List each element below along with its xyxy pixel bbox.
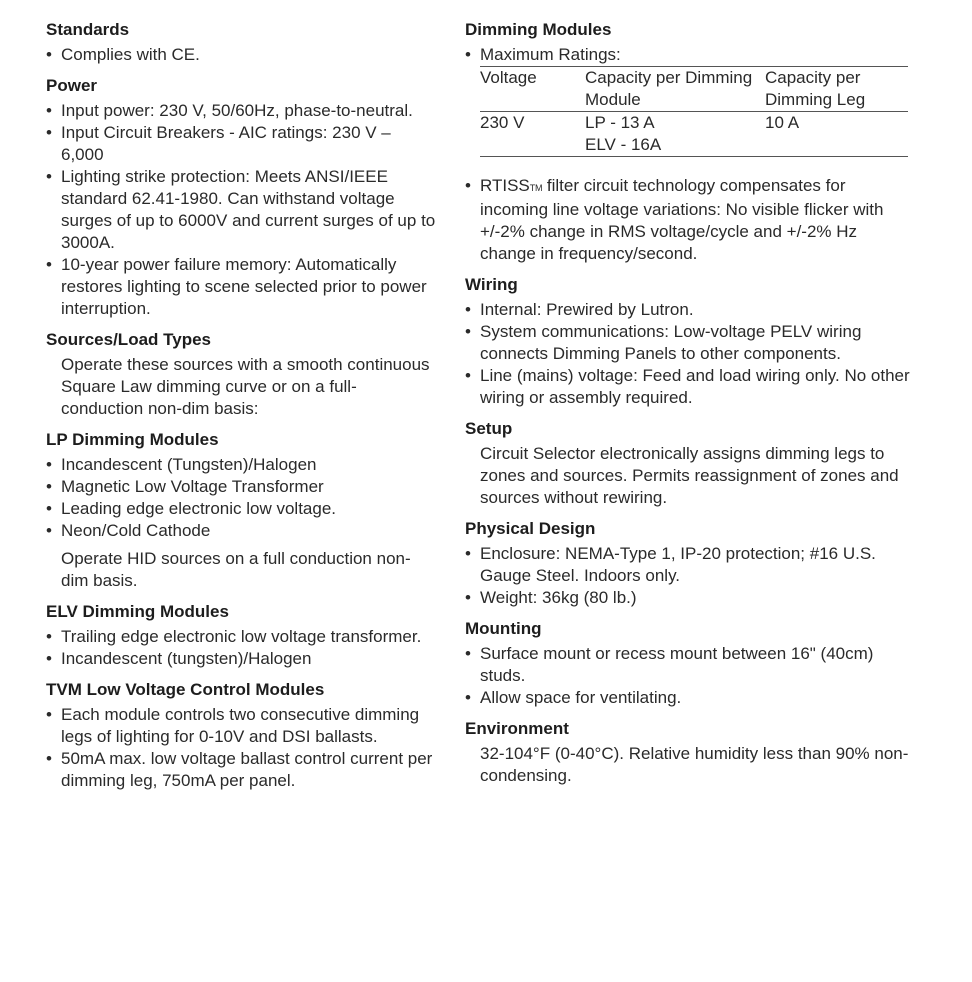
list-item: • Maximum Ratings: [465, 45, 621, 64]
column-header-leg-capacity: Capacity per Dimming Leg [765, 68, 866, 109]
sources-text: Operate these sources with a smooth continuous Square Law dimming curve or on a full-conduction non-dim basis: [61, 355, 430, 418]
left-column [46, 16, 436, 798]
bullet-icon: • [46, 521, 52, 540]
list-item: • Enclosure: NEMA-Type 1, IP-20 protection; #16 U.S. Gauge Steel. Indoors only. [465, 544, 876, 585]
physical-section [465, 515, 915, 609]
bullet-icon: • [46, 167, 52, 186]
tvm-section [46, 676, 436, 792]
bullet-icon: • [465, 644, 471, 663]
lp-capacity: LP - 13 A [585, 113, 655, 132]
ratings-table [480, 66, 908, 157]
lp-section [46, 426, 436, 592]
wiring-section [465, 271, 915, 409]
standards-list [46, 44, 436, 66]
bullet-icon: • [465, 45, 471, 64]
setup-heading: Setup [465, 419, 513, 438]
bullet-icon: • [46, 749, 52, 768]
lp-list [46, 454, 436, 542]
bullet-icon: • [46, 627, 52, 646]
environment-section [465, 715, 915, 787]
list-item: • Internal: Prewired by Lutron. [465, 300, 694, 319]
mounting-heading: Mounting [465, 619, 542, 638]
tvm-heading: TVM Low Voltage Control Modules [46, 680, 325, 699]
tvm-list [46, 704, 436, 792]
list-item: • Weight: 36kg (80 lb.) [465, 588, 637, 607]
list-item: • System communications: Low-voltage PELV wiring connects Dimming Panels to other components. [465, 322, 862, 363]
environment-text: 32-104°F (0-40°C). Relative humidity less than 90% non-condensing. [480, 744, 909, 785]
physical-heading: Physical Design [465, 519, 596, 538]
voltage-cell: 230 V [480, 113, 525, 132]
power-list [46, 100, 436, 320]
bullet-icon: • [46, 255, 52, 274]
power-heading: Power [46, 76, 98, 95]
dimming-heading: Dimming Modules [465, 20, 612, 39]
lp-note: Operate HID sources on a full conduction non-dim basis. [61, 549, 411, 590]
list-item: • Neon/Cold Cathode [46, 521, 211, 540]
rtiss-list [465, 175, 915, 265]
trademark-mark: TM [529, 183, 543, 193]
list-item [465, 175, 915, 265]
list-item: • Incandescent (Tungsten)/Halogen [46, 455, 317, 474]
list-item: • Lighting strike protection: Meets ANSI/IEEE standard 62.41-1980. Can withstand voltage surges of up to 6000V and current surges of up to 3000A. [46, 167, 436, 252]
bullet-icon: • [465, 176, 471, 195]
list-item: • Incandescent (tungsten)/Halogen [46, 649, 312, 668]
environment-heading: Environment [465, 719, 569, 738]
list-item: • 10-year power failure memory: Automatically restores lighting to scene selected prior to power interruption. [46, 255, 427, 318]
lp-heading: LP Dimming Modules [46, 430, 219, 449]
list-item: • Each module controls two consecutive dimming legs of lighting for 0-10V and DSI ballasts. [46, 705, 420, 746]
list-item: • Input Circuit Breakers - AIC ratings: 230 V – 6,000 [46, 123, 391, 164]
rtiss-name: RTISS [480, 176, 530, 195]
rtiss-text: filter circuit technology compensates for incoming line voltage variations: No visible flicker with +/-2% change in RMS voltage/cycle and +/-2% Hz change in frequency/second. [480, 176, 884, 263]
bullet-icon: • [46, 649, 52, 668]
bullet-icon: • [46, 499, 52, 518]
elv-list [46, 626, 436, 670]
setup-section [465, 415, 915, 509]
bullet-icon: • [465, 688, 471, 707]
power-section [46, 72, 436, 320]
right-column [465, 16, 915, 793]
list-item: • Trailing edge electronic low voltage transformer. [46, 627, 422, 646]
table-row [480, 112, 908, 157]
list-item: • Input power: 230 V, 50/60Hz, phase-to-neutral. [46, 101, 413, 120]
bullet-icon: • [465, 300, 471, 319]
bullet-icon: • [46, 705, 52, 724]
bullet-icon: • [46, 477, 52, 496]
wiring-heading: Wiring [465, 275, 518, 294]
module-capacity-cell [585, 112, 765, 157]
list-item: • 50mA max. low voltage ballast control current per dimming leg, 750mA per panel. [46, 749, 433, 790]
bullet-icon: • [465, 322, 471, 341]
leg-capacity-cell: 10 A [765, 113, 800, 132]
bullet-icon: • [46, 45, 52, 64]
list-item: • Surface mount or recess mount between 16" (40cm) studs. [465, 644, 874, 685]
dimming-section [465, 16, 915, 265]
setup-text: Circuit Selector electronically assigns dimming legs to zones and sources. Permits reassignment of zones and sources without rewiring. [480, 444, 899, 507]
dimming-list [465, 44, 915, 66]
list-item: • Allow space for ventilating. [465, 688, 682, 707]
bullet-icon: • [46, 101, 52, 120]
elv-section [46, 598, 436, 670]
list-item: • Magnetic Low Voltage Transformer [46, 477, 324, 496]
bullet-icon: • [465, 366, 471, 385]
standards-section [46, 16, 436, 66]
list-item: • Complies with CE. [46, 45, 200, 64]
mounting-section [465, 615, 915, 709]
column-header-module-capacity: Capacity per Dimming Module [585, 68, 753, 109]
table-header-row [480, 67, 908, 112]
mounting-list [465, 643, 915, 709]
elv-capacity: ELV - 16A [585, 135, 662, 154]
column-header-voltage: Voltage [480, 68, 537, 87]
bullet-icon: • [46, 123, 52, 142]
bullet-icon: • [465, 544, 471, 563]
sources-heading: Sources/Load Types [46, 330, 212, 349]
physical-list [465, 543, 915, 609]
elv-heading: ELV Dimming Modules [46, 602, 229, 621]
wiring-list [465, 299, 915, 409]
sources-section [46, 326, 436, 420]
standards-heading: Standards [46, 20, 130, 39]
list-item: • Line (mains) voltage: Feed and load wiring only. No other wiring or assembly required. [465, 366, 910, 407]
list-item: • Leading edge electronic low voltage. [46, 499, 337, 518]
bullet-icon: • [46, 455, 52, 474]
bullet-icon: • [465, 588, 471, 607]
